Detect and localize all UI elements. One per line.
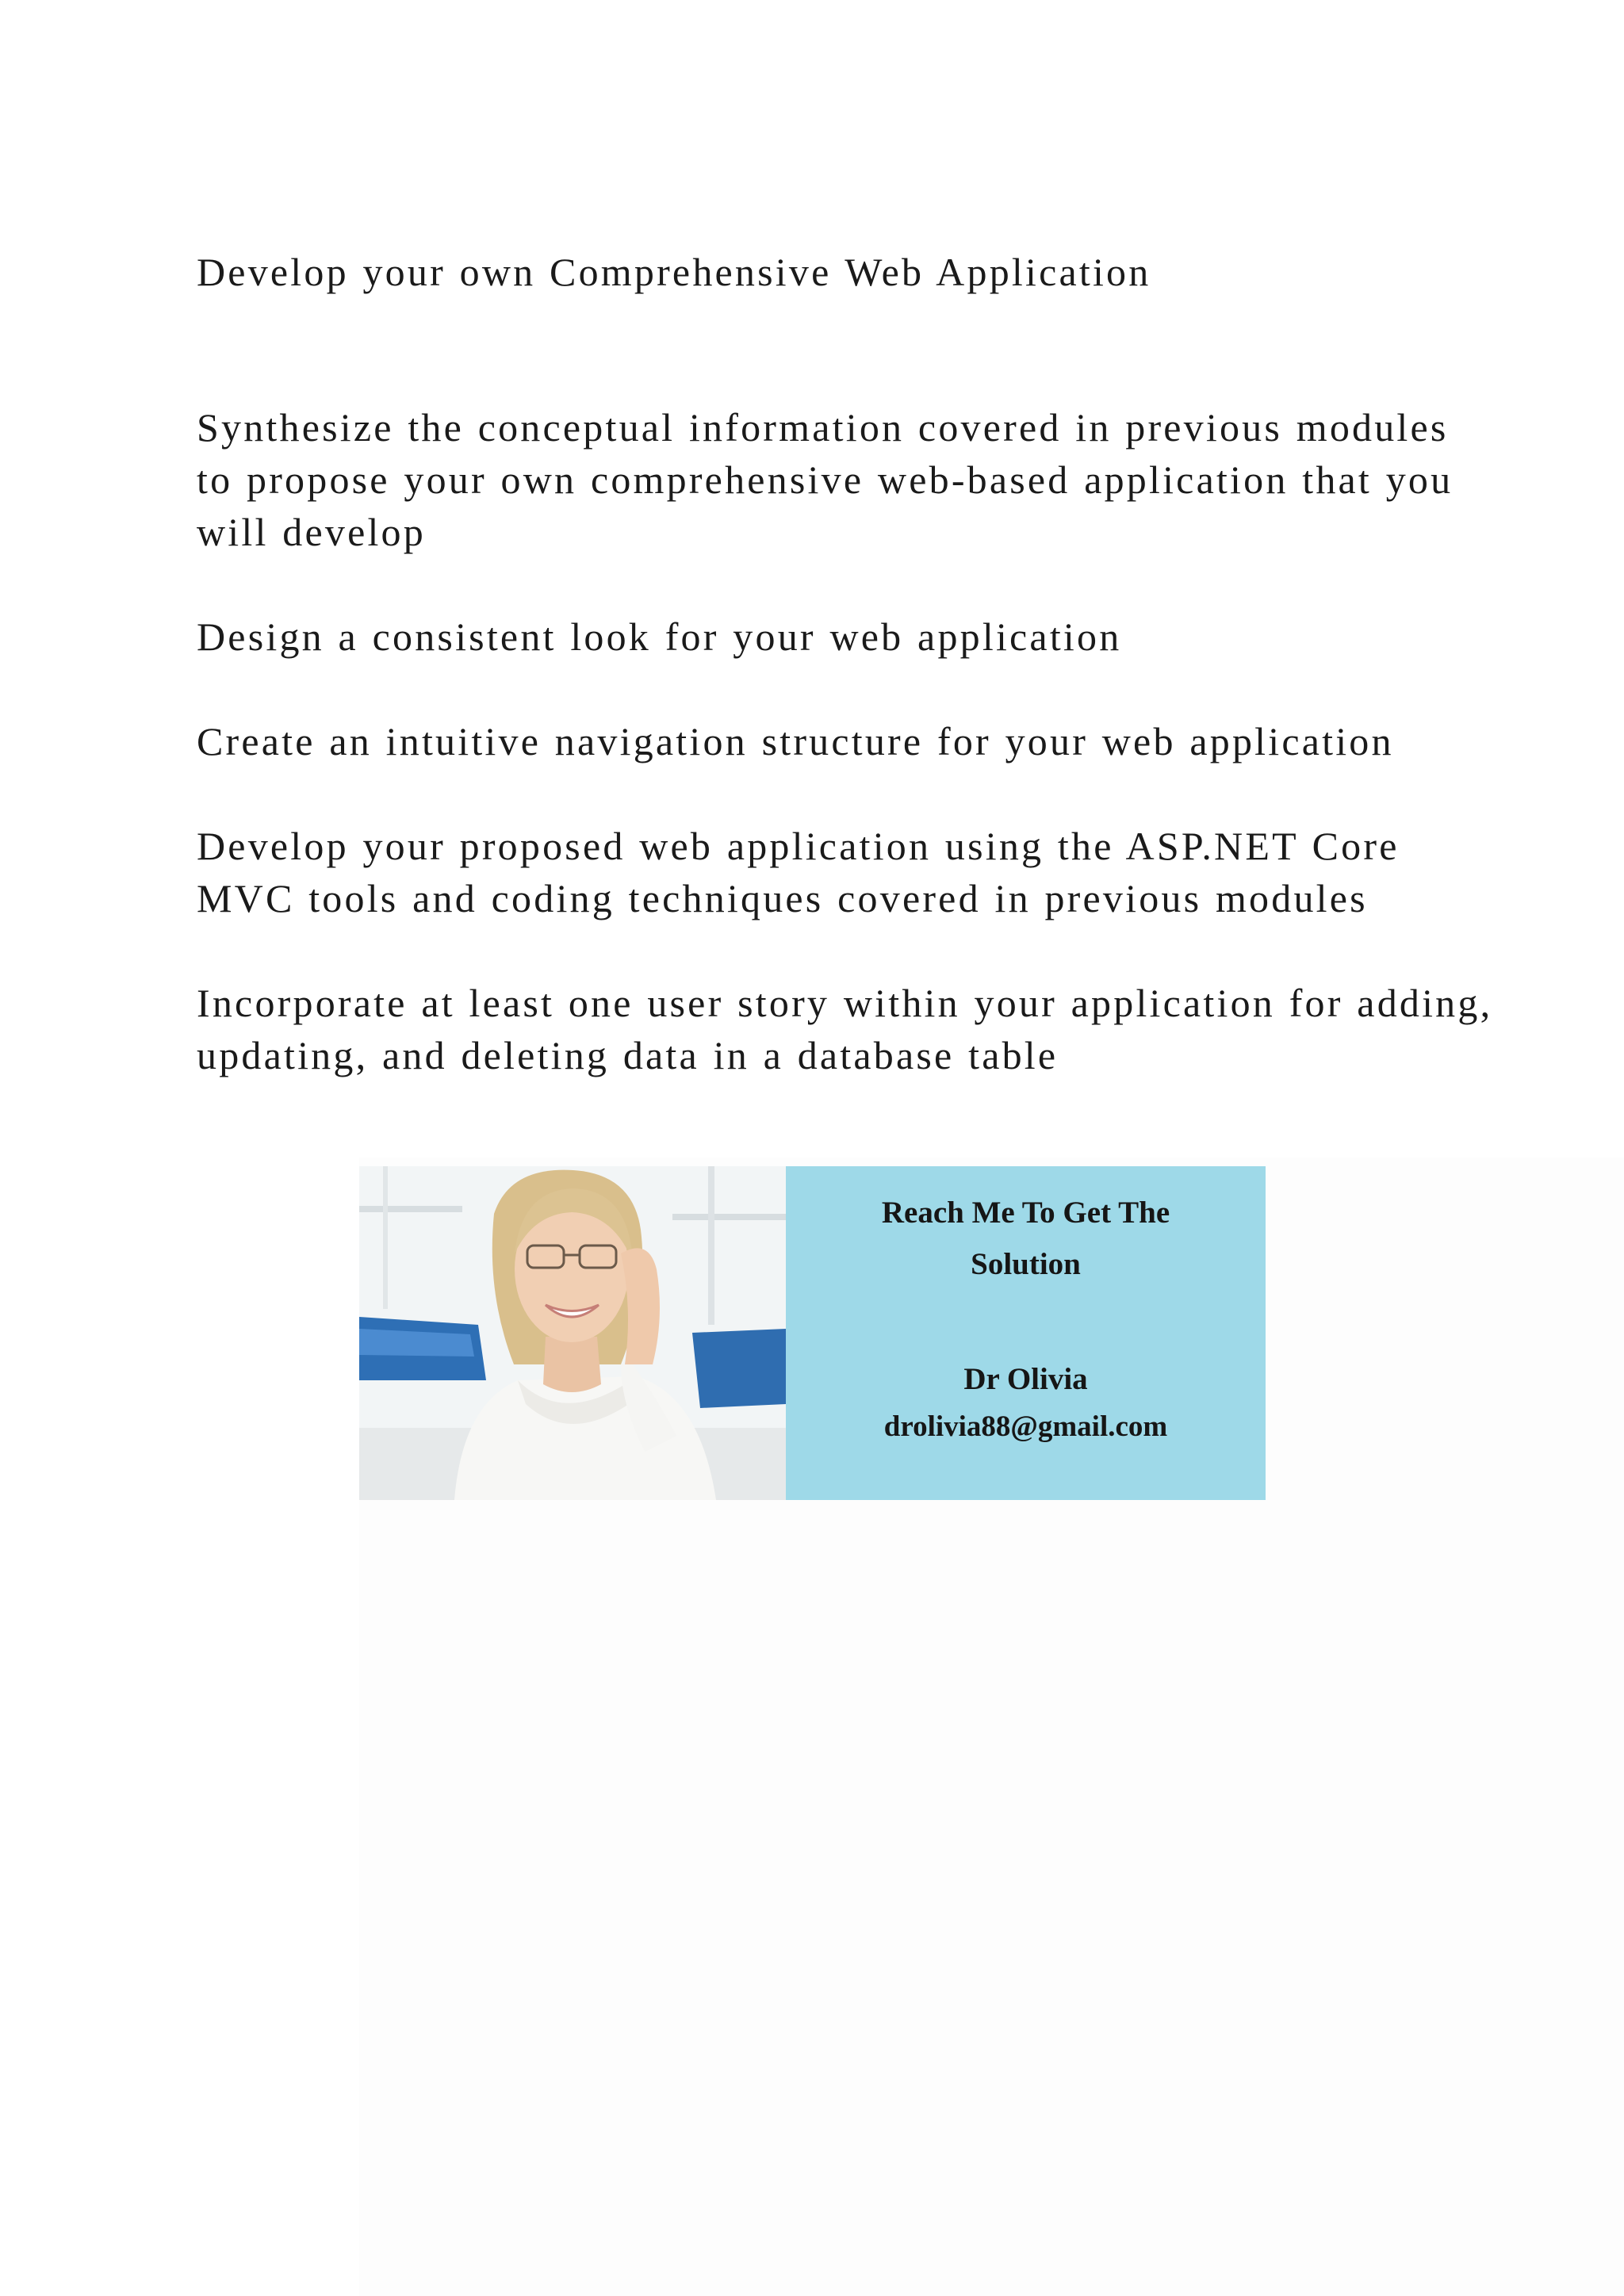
paragraph-user-story: Incorporate at least one user story within your application for adding, updating, and deleting data in a database table [197,981,1493,1077]
contact-email: drolivia88@gmail.com [883,1410,1168,1443]
paragraph-develop: Develop your proposed web application using the ASP.NET Core MVC tools and coding techniques covered in previous modules [197,824,1400,920]
contact-banner [359,1166,1266,1500]
contact-name: Dr Olivia [963,1362,1088,1396]
paragraph-design: Design a consistent look for your web application [197,614,1122,659]
contact-panel [786,1166,1266,1500]
contact-headline-line1: Reach Me To Get The [881,1196,1170,1230]
document-title: Develop your own Comprehensive Web Application [197,250,1151,294]
paragraph-synthesize: Synthesize the conceptual information covered in previous modules to propose your own comprehensive web-based application that you will develop [197,405,1454,554]
paragraph-navigation: Create an intuitive navigation structure for your web application [197,719,1394,763]
document-body [197,246,1497,1134]
woman-photo-icon [359,1166,786,1500]
contact-headline-line2: Solution [971,1247,1081,1281]
